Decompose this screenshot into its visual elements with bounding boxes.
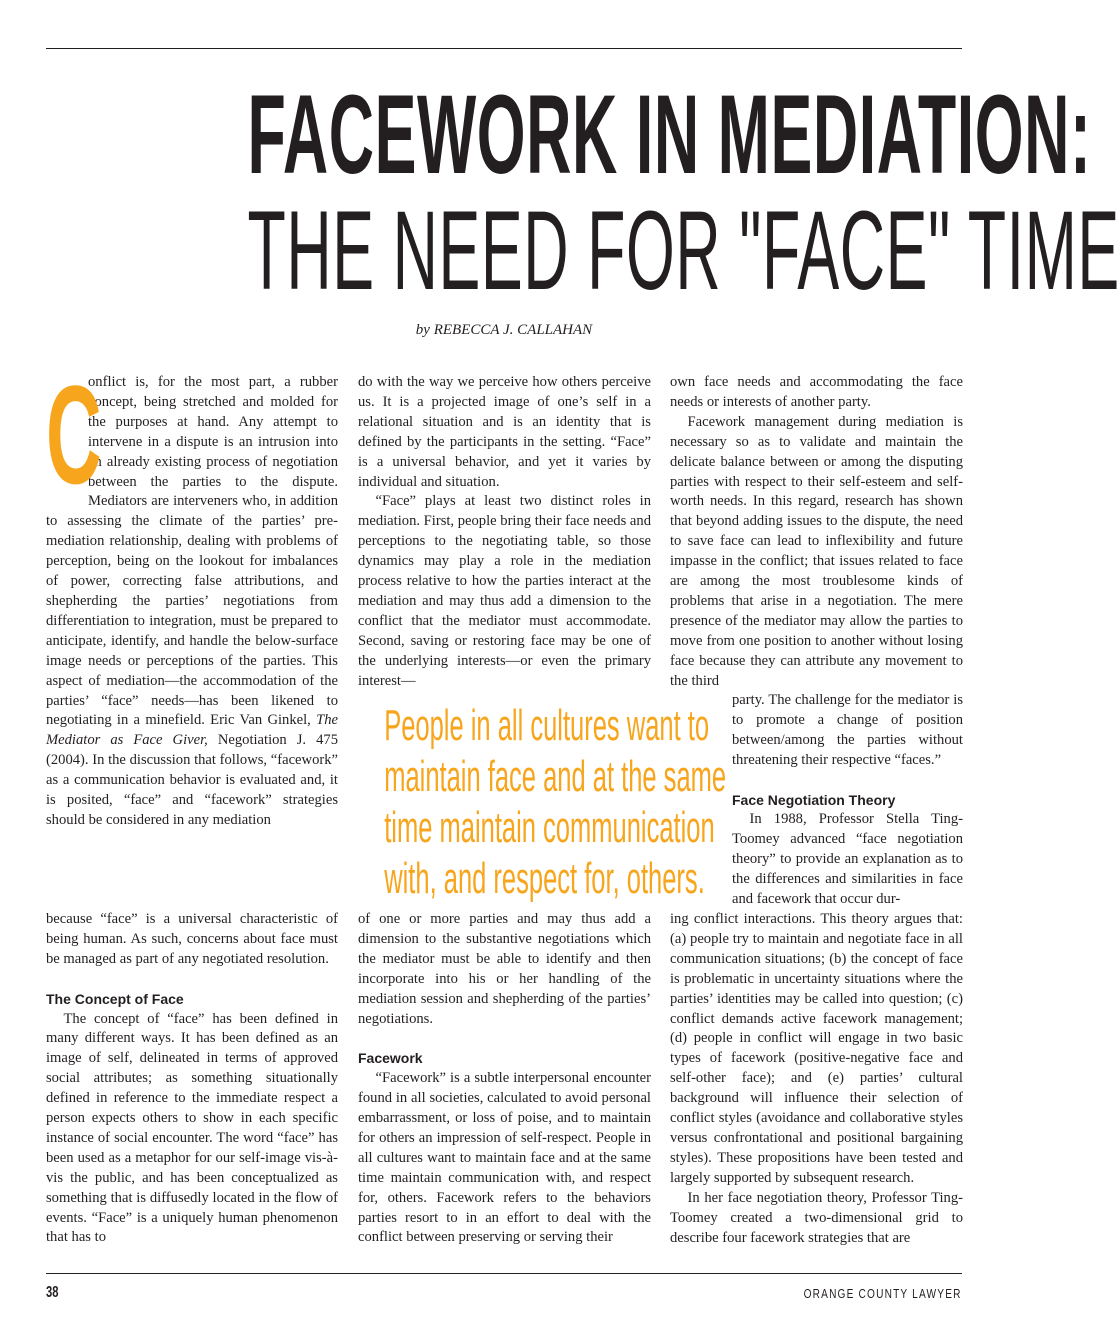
concept-paragraph: The concept of “face” has been defined in many different ways. It has been defined as an image of self, delineated in terms of approved social attributes; as something situationally defined in reference to the immediate respect a person expects others to show in each specific instance of social encounter. The word “face” has been used as a metaphor for our self-image vis-à-vis the public, and has been conceptualized as something that is diffusedly located in the flow of events. “Face” is a uniquely human phenomenon that has to: [46, 1010, 338, 1246]
intro-paragraph-continued: because “face” is a universal characteristic of being human. As such, concerns about face must be managed as part of any negotiated resolution.: [46, 911, 338, 967]
column-3-paragraph-2: Facework management during mediation is necessary so as to validate and maintain the delicate balance between or among the disputing parties with respect to their self-esteem and self-worth needs. In this regard, research has shown that beyond adding issues to the dispute, the need to save face can lead to inflexibility and future impasse in the conflict; that issues related to face are among the most troublesome kinds of problems that arise in a negotiation. The mere presence of the mediator may allow the parties to move from one position to another without losing face because they can attribute any movement to the third: [670, 413, 963, 689]
column-2-paragraph-1: do with the way we perceive how others perceive us. It is a projected image of one’s self in a relational situation and is an identity that is defined by the participants in the setting. “Face” is a universal behavior, and yet it varies by individual and situation.: [358, 374, 651, 490]
pull-quote-line: maintain face and at the same: [384, 752, 727, 801]
theory-paragraph-continued: ing conflict interactions. This theory argues that: (a) people try to maintain and negotiate face in all communication situations; (b) the concept of face is problematic in uncertainty situations where the parties’ identities may be called into question; (c) conflict demands active facework management; (d) people in conflict will engage in two basic types of facework (positive-negative face and self-other face); and (e) parties’ cultural background will influence their selection of conflict styles (avoidance and collaborative styles versus confrontational and positional bargaining styles). These propositions have been tested and largely supported by subsequent research.: [670, 911, 963, 1186]
drop-cap: C: [46, 356, 102, 513]
article-title-line-2: THE NEED FOR "FACE" TIME: [247, 188, 1120, 313]
column-2-top: [358, 373, 651, 692]
pull-quote-line: with, and respect for, others.: [384, 854, 705, 903]
section-heading-concept-of-face: The Concept of Face: [46, 990, 184, 1007]
column-2-bottom: [358, 910, 651, 1248]
section-heading-facework: Facework: [358, 1050, 423, 1067]
page-number: 38: [46, 1284, 59, 1301]
intro-paragraph: onflict is, for the most part, a rubber concept, being stretched and molded for the purposes at hand. Any attempt to intervene in a dispute is an intrusion into an already existing process of negotiation between the parties to the dispute. Mediators are interveners who, in addition to assessing the climate of the parties’ pre-mediation relationship, dealing with problems of perception, being on the lookout for imbalances of power, correcting false attributions, and shepherding the parties’ negotiations from differentiation to integration, must be prepared to anticipate, identify, and handle the below-surface image needs or perceptions of the parties. This aspect of mediation—the accommodation of the parties’ “face” needs—has been likened to negotiating in a minefield. Eric Van Ginkel, The Mediator as Face Giver, Negotiation J. 475 (2004). In the discussion that follows, “facework” as a communication behavior is evaluated and, it is posited, “face” and “facework” strategies should be considered in any mediation: [46, 374, 338, 828]
bottom-rule: [46, 1273, 962, 1274]
byline: by REBECCA J. CALLAHAN: [415, 322, 593, 338]
theory-paragraph: In 1988, Professor Stella Ting-Toomey advanced “face negotiation theory” to provide an explanation as to the differences and similarities in face and facework that occur dur-: [732, 811, 963, 908]
top-rule: [46, 48, 962, 49]
pull-quote: [296, 700, 727, 904]
pull-quote-line: time maintain communication: [384, 803, 715, 852]
column-3-paragraph-1: own face needs and accommodating the face needs or interests of another party.: [670, 374, 963, 410]
article-title-line-1: FACEWORK IN MEDIATION:: [247, 72, 1092, 197]
column-3-paragraph-2-continued: party. The challenge for the mediator is to promote a change of position between/among the parties without threatening their respective “faces.”: [732, 692, 963, 768]
column-1-bottom: [46, 910, 338, 1248]
column-2-paragraph-2-continued: of one or more parties and may thus add a dimension to the substantive negotiations which the mediator must be able to identify and then incorporate into his or her handling of the mediation session and shepherding of the parties’ negotiations.: [358, 911, 651, 1027]
facework-paragraph: “Facework” is a subtle interpersonal encounter found in all societies, calculated to avoid personal embarrassment, or loss of poise, and to maintain for others an impression of self-respect. People in all cultures want to maintain face and at the same time maintain communication with, and respect for, others. Facework refers to the behaviors parties resort to in an effort to deal with the conflict between preserving or serving their: [358, 1070, 651, 1246]
column-2-paragraph-2: “Face” plays at least two distinct roles in mediation. First, people bring their face needs and perceptions to the negotiating table, so those dynamics may play a role in the mediation process relative to how the parties interact at the mediation and may thus add a dimension to the conflict that the mediator must accommodate. Second, saving or restoring face may be one of the underlying interests—or even the primary interest—: [358, 493, 652, 689]
column-1-top: [46, 356, 338, 831]
citation-title: The Mediator as Face Giver,: [46, 712, 338, 749]
column-3-middle: [732, 691, 963, 910]
section-heading-face-negotiation-theory: Face Negotiation Theory: [732, 791, 896, 808]
column-3-top: [670, 373, 963, 692]
column-3-bottom: [670, 910, 963, 1248]
pull-quote-line: People in all cultures want to: [384, 701, 710, 750]
column-3-paragraph-4: In her face negotiation theory, Professor Ting-Toomey created a two-dimensional grid to describe four facework strategies that are: [670, 1189, 963, 1246]
publication-name: ORANGE COUNTY LAWYER: [803, 1286, 962, 1301]
